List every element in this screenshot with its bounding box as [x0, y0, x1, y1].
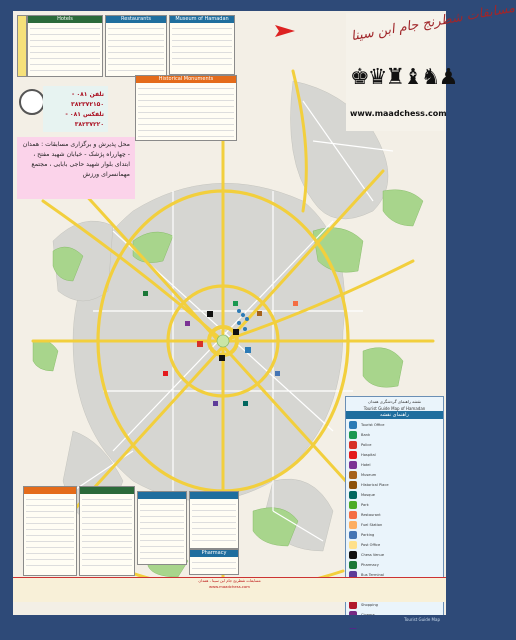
legend-item — [349, 510, 440, 519]
footer-bar — [13, 615, 446, 628]
legend-symbol-icon — [349, 451, 357, 459]
panel-monuments — [135, 75, 237, 141]
panel-restaurants-header: Restaurants — [106, 16, 166, 23]
phone-label: تلفن — [89, 91, 104, 98]
legend-symbol-icon — [349, 501, 357, 509]
legend-item — [349, 450, 440, 459]
legend-item — [349, 480, 440, 489]
legend-item-label: Tourist Office — [361, 422, 385, 427]
bottom-notice-line-1: مسابقات شطرنج جام ابن سینا - همدان — [198, 578, 261, 583]
legend-symbol-icon — [349, 461, 357, 469]
legend-item — [349, 530, 440, 539]
emblem-icon — [19, 89, 45, 115]
legend-symbol-icon — [349, 481, 357, 489]
legend-item — [349, 470, 440, 479]
map-frame — [13, 0, 516, 628]
panel-museums-header: Museum of Hamadan — [170, 16, 234, 23]
legend-item — [349, 550, 440, 559]
legend-item-label: Police — [361, 442, 372, 447]
legend-symbol-icon — [349, 441, 357, 449]
legend-title-en: Tourist Guide Map of Hamadan — [363, 406, 426, 411]
legend-header: راهنمای نقشه — [346, 411, 443, 419]
legend-item-label: Bus Terminal — [361, 572, 384, 577]
brand-box[interactable] — [346, 0, 516, 131]
legend-item — [349, 460, 440, 469]
panel-pharmacy-header: Pharmacy — [190, 550, 238, 557]
website-link[interactable]: www.maadchess.com — [350, 109, 447, 118]
legend-item — [349, 420, 440, 429]
bottom-notice-line-2: www.maadchess.com — [208, 584, 251, 589]
legend-symbol-icon — [349, 431, 357, 439]
legend-item-label: Pharmacy — [361, 562, 379, 567]
panel-museums — [169, 15, 235, 75]
bottom-notice — [13, 577, 446, 602]
venue-address: محل پذیرش و برگزاری مسابقات : همدان - چهارراه پژشک - خیابان شهید مفتح ، ابتدای بلوار شهید حاجی بابایی ، مجتمع مهمانسرای ورزش — [17, 137, 135, 199]
legend-symbol-icon — [349, 491, 357, 499]
legend-title-fa: نقشه راهنمای گردشگری همدان — [367, 399, 422, 404]
legend-item — [349, 500, 440, 509]
panel-bottom-1 — [23, 486, 77, 576]
legend-item — [349, 540, 440, 549]
legend-item-label: Chess Venue — [361, 552, 385, 557]
legend-item-label: Parking — [361, 532, 375, 537]
legend-item-label: Hotel — [361, 462, 371, 467]
panel-hotels — [27, 15, 103, 77]
fax-label: تلفکس — [83, 111, 104, 118]
legend-item-label: Fuel Station — [361, 522, 383, 527]
brand-logo-text: مسابقات شطرنج جام ابن سینا — [349, 0, 516, 45]
panel-restaurants — [105, 15, 167, 77]
legend-symbol-icon — [349, 521, 357, 529]
panel-index — [17, 15, 27, 77]
legend-symbol-icon — [349, 531, 357, 539]
legend-item-label: Museum — [361, 472, 377, 477]
legend-item — [349, 560, 440, 569]
fax-number: ۰۸۱ - ۳۸۲۳۷۲۲۰ — [65, 111, 104, 128]
legend-item — [349, 440, 440, 449]
legend-item — [349, 430, 440, 439]
legend-item-label: Bank — [361, 432, 371, 437]
legend-item-label: Park — [361, 502, 369, 507]
contact-box — [43, 86, 108, 132]
legend-symbol-icon — [349, 511, 357, 519]
panel-pharmacy — [189, 549, 239, 575]
panel-bottom-3 — [137, 491, 187, 565]
legend-item-label: Post Office — [361, 542, 381, 547]
legend-item-label: Shopping — [361, 602, 378, 607]
legend-symbol-icon — [349, 541, 357, 549]
footer-credit: Tourist Guide Map — [404, 617, 440, 622]
legend-item-label: Hospital — [361, 452, 376, 457]
legend-symbol-icon — [349, 471, 357, 479]
legend-item — [349, 520, 440, 529]
legend-symbol-icon — [349, 551, 357, 559]
panel-bottom-4 — [189, 491, 239, 549]
legend-item-label: Historical Place — [361, 482, 389, 487]
legend-item-label: Restaurant — [361, 512, 381, 517]
phone-number: ۰۸۱ - ۳۸۲۳۷۲۱۵۰ — [71, 91, 104, 108]
legend-symbol-icon — [349, 421, 357, 429]
legend-item — [349, 490, 440, 499]
chess-pieces-icon: ♚♛♜♝♞♟ — [350, 65, 457, 90]
legend-item-label: Mosque — [361, 492, 375, 497]
panel-monuments-header: Historical Monuments — [136, 76, 236, 83]
legend-symbol-icon — [349, 561, 357, 569]
panel-bottom-2 — [79, 486, 135, 576]
panel-hotels-header: Hotels — [28, 16, 102, 23]
